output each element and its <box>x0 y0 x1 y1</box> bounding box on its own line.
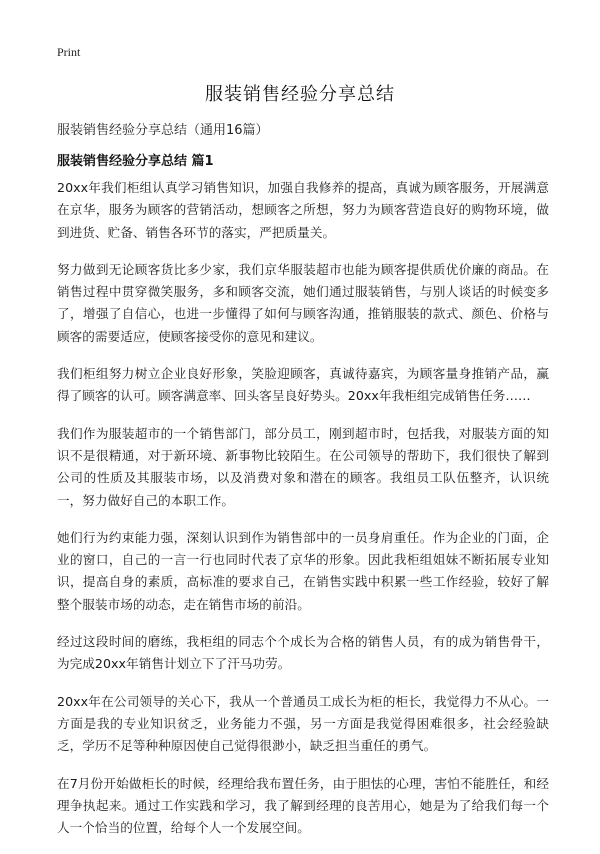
page-title: 服装销售经验分享总结 <box>205 84 395 105</box>
paragraph-1: 20xx年我们柜组认真学习销售知识，加强自我修养的提高，真诚为顾客服务，开展满意在京华，服务为顾客的营销活动，想顾客之所想，努力为顾客营造良好的购物环境，做到进货、贮备、销售各环节的落实，严把质量关。 <box>57 180 549 240</box>
document-body <box>57 177 549 854</box>
paragraph-5: 她们行为约束能力强，深刻认识到作为销售部中的一员身肩重任。作为企业的门面，企业的窗口，自己的一言一行也同时代表了京华的形象。因此我柜组姐妹不断拓展专业知识，提高自身的素质，高标准的要求自己，在销售实践中积累一些工作经验，较好了解整个服装市场的动态，走在销售市场的前沿。 <box>57 529 549 612</box>
paragraph-3: 我们柜组努力树立企业良好形象，笑脸迎顾客，真诚待嘉宾，为顾客量身推销产品，赢得了顾客的认可。顾客满意率、回头客呈良好势头。20xx年我柜组完成销售任务…… <box>57 366 549 404</box>
document-subtitle: 服装销售经验分享总结（通用16篇） <box>57 123 269 138</box>
print-link[interactable]: Print <box>57 45 81 59</box>
paragraph-4: 我们作为服装超市的一个销售部门，部分员工，刚到超市时，包括我，对服装方面的知识不是很精通，对于新环境、新事物比较陌生。在公司领导的帮助下，我们很快了解到公司的性质及其服装市场，以及消费对象和潜在的顾客。我组员工队伍整齐，认识统一，努力做好自己的本职工作。 <box>57 425 549 508</box>
paragraph-6: 经过这段时间的磨练，我柜组的同志个个成长为合格的销售人员，有的成为销售骨干，为完成20xx年销售计划立下了汗马功劳。 <box>57 634 549 672</box>
paragraph-8: 在7月份开始做柜长的时候，经理给我布置任务，由于胆怯的心理，害怕不能胜任，和经理争执起来。通过工作实践和学习，我了解到经理的良苦用心，她是为了给我们每一个人一个恰当的位置，给每个人一个发展空间。 <box>57 775 549 836</box>
paragraph-7: 20xx年在公司领导的关心下，我从一个普通员工成长为柜的柜长，我觉得力不从心。一方面是我的专业知识贫乏，业务能力不强，另一方面是我觉得困难很多，社会经验缺乏，学历不足等种种原因使自己觉得很渺小，缺乏担当重任的勇气。 <box>57 693 549 754</box>
paragraph-2: 努力做到无论顾客货比多少家，我们京华服装超市也能为顾客提供质优价廉的商品。在销售过程中贯穿微笑服务，多和顾客交流，她们通过服装销售，与别人谈话的时候变多了，增强了自信心，也进一步懂得了如何与顾客沟通，推销服装的款式、颜色、价格与顾客的需要适应，使顾客接受你的意见和建议。 <box>57 261 549 344</box>
section-heading: 服装销售经验分享总结 篇1 <box>57 154 214 169</box>
